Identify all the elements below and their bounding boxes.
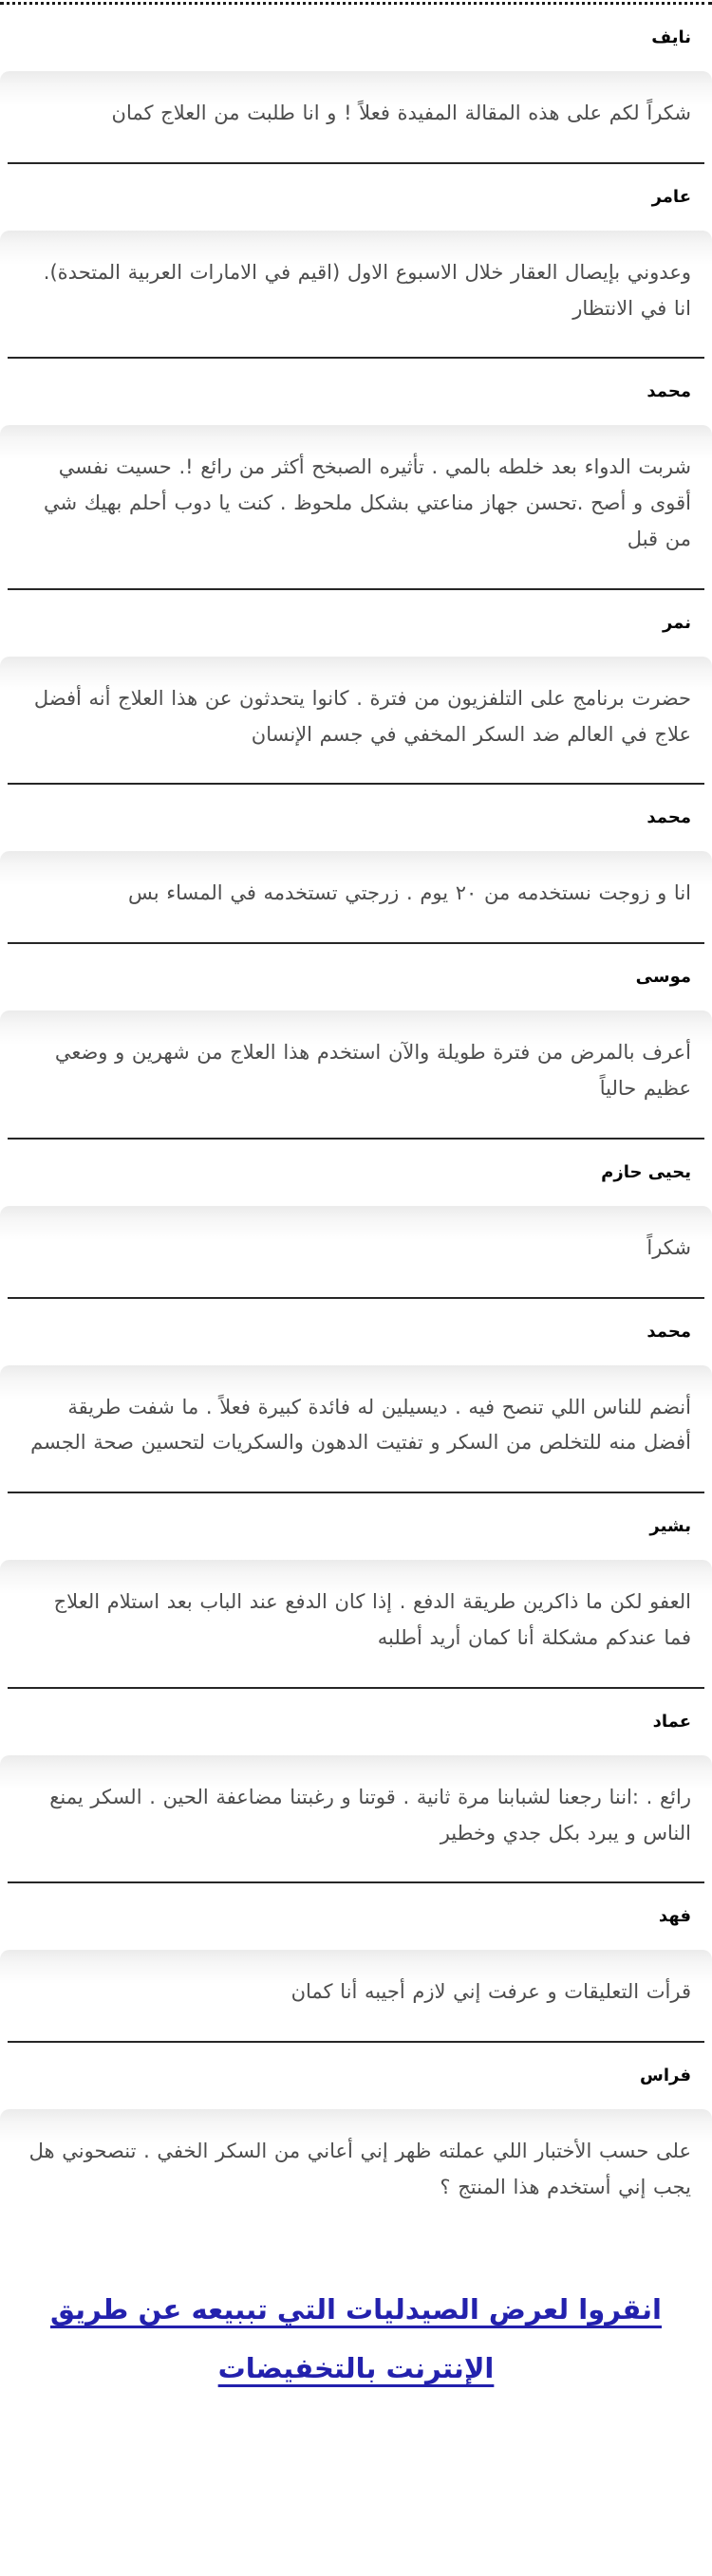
comment-author: محمد xyxy=(646,807,691,828)
comments-list xyxy=(0,5,712,2236)
comment-item xyxy=(0,359,712,589)
comment-item xyxy=(0,164,712,360)
comment-author: محمد xyxy=(646,381,691,402)
footer-link-wrap xyxy=(32,2280,680,2399)
comment-item xyxy=(0,944,712,1140)
comment-item xyxy=(0,590,712,786)
comment-text: انا و زوجت نستخدمه من ٢٠ يوم . زرجتي تستخدمه في المساء بس xyxy=(0,851,712,942)
comment-item xyxy=(0,1493,712,1689)
comment-author: فهد xyxy=(658,1906,691,1927)
comment-text: شكراً لكم على هذه المقالة المفيدة فعلاً ! و انا طلبت من العلاج كمان xyxy=(0,71,712,162)
comment-author: محمد xyxy=(646,1321,691,1342)
comment-item xyxy=(0,1689,712,1884)
comment-author: يحيى حازم xyxy=(601,1161,691,1182)
comment-item xyxy=(0,1299,712,1494)
comment-text: العفو لكن ما ذاكرين طريقة الدفع . إذا كان الدفع عند الباب بعد استلام العلاج فما عندكم مشكلة أنا كمان أريد أطلبه xyxy=(0,1560,712,1687)
comment-author: نايف xyxy=(651,28,691,47)
comment-author: نمر xyxy=(662,612,691,633)
comment-item xyxy=(0,1140,712,1299)
comment-author: بشير xyxy=(649,1516,691,1537)
comments-page xyxy=(0,2,712,2576)
comment-item xyxy=(0,785,712,944)
comment-text: وعدوني بإيصال العقار خلال الاسبوع الاول (اقيم في الامارات العربية المتحدة). انا في الانتظار xyxy=(0,231,712,358)
comment-author: عامر xyxy=(651,186,691,207)
comment-item xyxy=(0,1883,712,2043)
comment-text: قرأت التعليقات و عرفت إني لازم أجيبه أنا كمان xyxy=(0,1950,712,2041)
comment-author: فراس xyxy=(640,2066,691,2086)
comment-text: أنضم للناس اللي تنصح فيه . ديسيلين له فائدة كبيرة فعلاً . ما شفت طريقة أفضل منه للتخلص من السكر و تفتيت الدهون والسكريات لتحسين صحة الجسم xyxy=(0,1365,712,1492)
comment-text: أعرف بالمرض من فترة طويلة والآن استخدم هذا العلاج من شهرين و وضعي عظيم حالياً xyxy=(0,1010,712,1138)
comment-author: موسى xyxy=(635,967,691,988)
comment-text: على حسب الأختبار اللي عملته ظهر إني أعاني من السكر الخفي . تنصحوني هل يجب إني أستخدم هذا المنتج ؟ xyxy=(0,2109,712,2236)
comment-text: شربت الدواء بعد خلطه بالمي . تأثيره الصبخح أكثر من رائع !. حسيت نفسي أقوى و أصح .تحسن جهاز مناعتي بشكل ملحوظ . كنت يا دوب أحلم بهيك شي من قبل xyxy=(0,425,712,587)
comment-author: عماد xyxy=(652,1711,691,1732)
pharmacies-link[interactable]: انقروا لعرض الصيدليات التي تببيعه عن طريق الإنترنت بالتخفيضات xyxy=(49,2292,662,2385)
comment-item xyxy=(0,2043,712,2236)
comment-text: شكراً xyxy=(0,1206,712,1297)
comment-text: رائع . :اننا رجعنا لشبابنا مرة ثانية . قوتنا و رغبتنا مضاعفة الحين . السكر يمنع الناس و يبرد بكل جدي وخطير xyxy=(0,1755,712,1882)
comment-item xyxy=(0,5,712,164)
comment-text: حضرت برنامج على التلفزيون من فترة . كانوا يتحدثون عن هذا العلاج أنه أفضل علاج في العالم ضد السكر المخفي في جسم الإنسان xyxy=(0,657,712,784)
